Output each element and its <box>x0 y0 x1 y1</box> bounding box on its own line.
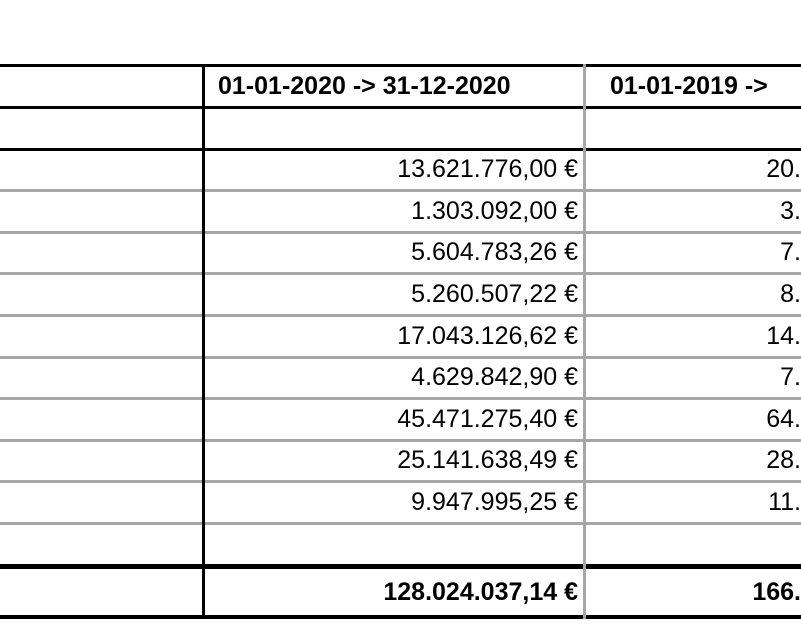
table-cell-2019: 3. <box>780 196 801 225</box>
column-divider <box>202 64 205 619</box>
grid-line <box>0 397 801 400</box>
table-cell-2020: 5.604.783,26 € <box>411 238 578 266</box>
table-cell-2020: 4.629.842,90 € <box>411 363 578 391</box>
grid-line <box>0 439 801 442</box>
grid-line <box>0 64 801 67</box>
grid-line <box>0 480 801 483</box>
table-cell-2020: 13.621.776,00 € <box>397 155 578 183</box>
grid-line <box>0 564 801 569</box>
grid-line <box>0 522 801 525</box>
column-header-2019: 01-01-2019 -> <box>610 72 768 100</box>
total-cell-2020: 128.024.037,14 € <box>383 578 578 606</box>
table-cell-2019: 8. <box>780 279 801 308</box>
table-cell-2020: 5.260.507,22 € <box>411 279 578 308</box>
grid-line <box>0 231 801 234</box>
table-cell-2019: 7. <box>780 363 801 391</box>
table-cell-2019: 64. <box>766 404 801 433</box>
table-cell-2020: 25.141.638,49 € <box>397 446 578 474</box>
grid-line <box>0 356 801 359</box>
table-cell-2020: 1.303.092,00 € <box>411 196 578 225</box>
table-cell-2019: 11. <box>768 487 801 516</box>
table-cell-2020: 9.947.995,25 € <box>411 487 578 516</box>
table-cell-2019: 14. <box>766 321 801 350</box>
grid-line <box>0 189 801 192</box>
table-cell-2019: 28. <box>766 446 801 474</box>
table-cell-2020: 17.043.126,62 € <box>397 321 578 350</box>
grid-line <box>0 272 801 275</box>
grid-line <box>0 148 801 151</box>
table-cell-2019: 20. <box>766 155 801 183</box>
column-header-2020: 01-01-2020 -> 31-12-2020 <box>218 72 511 100</box>
grid-line <box>0 314 801 317</box>
grid-line <box>0 615 801 619</box>
total-cell-2019: 166. <box>752 578 801 606</box>
column-divider <box>583 64 586 619</box>
table-cell-2019: 7. <box>780 238 801 266</box>
table-cell-2020: 45.471.275,40 € <box>397 404 578 433</box>
grid-line <box>0 106 801 109</box>
